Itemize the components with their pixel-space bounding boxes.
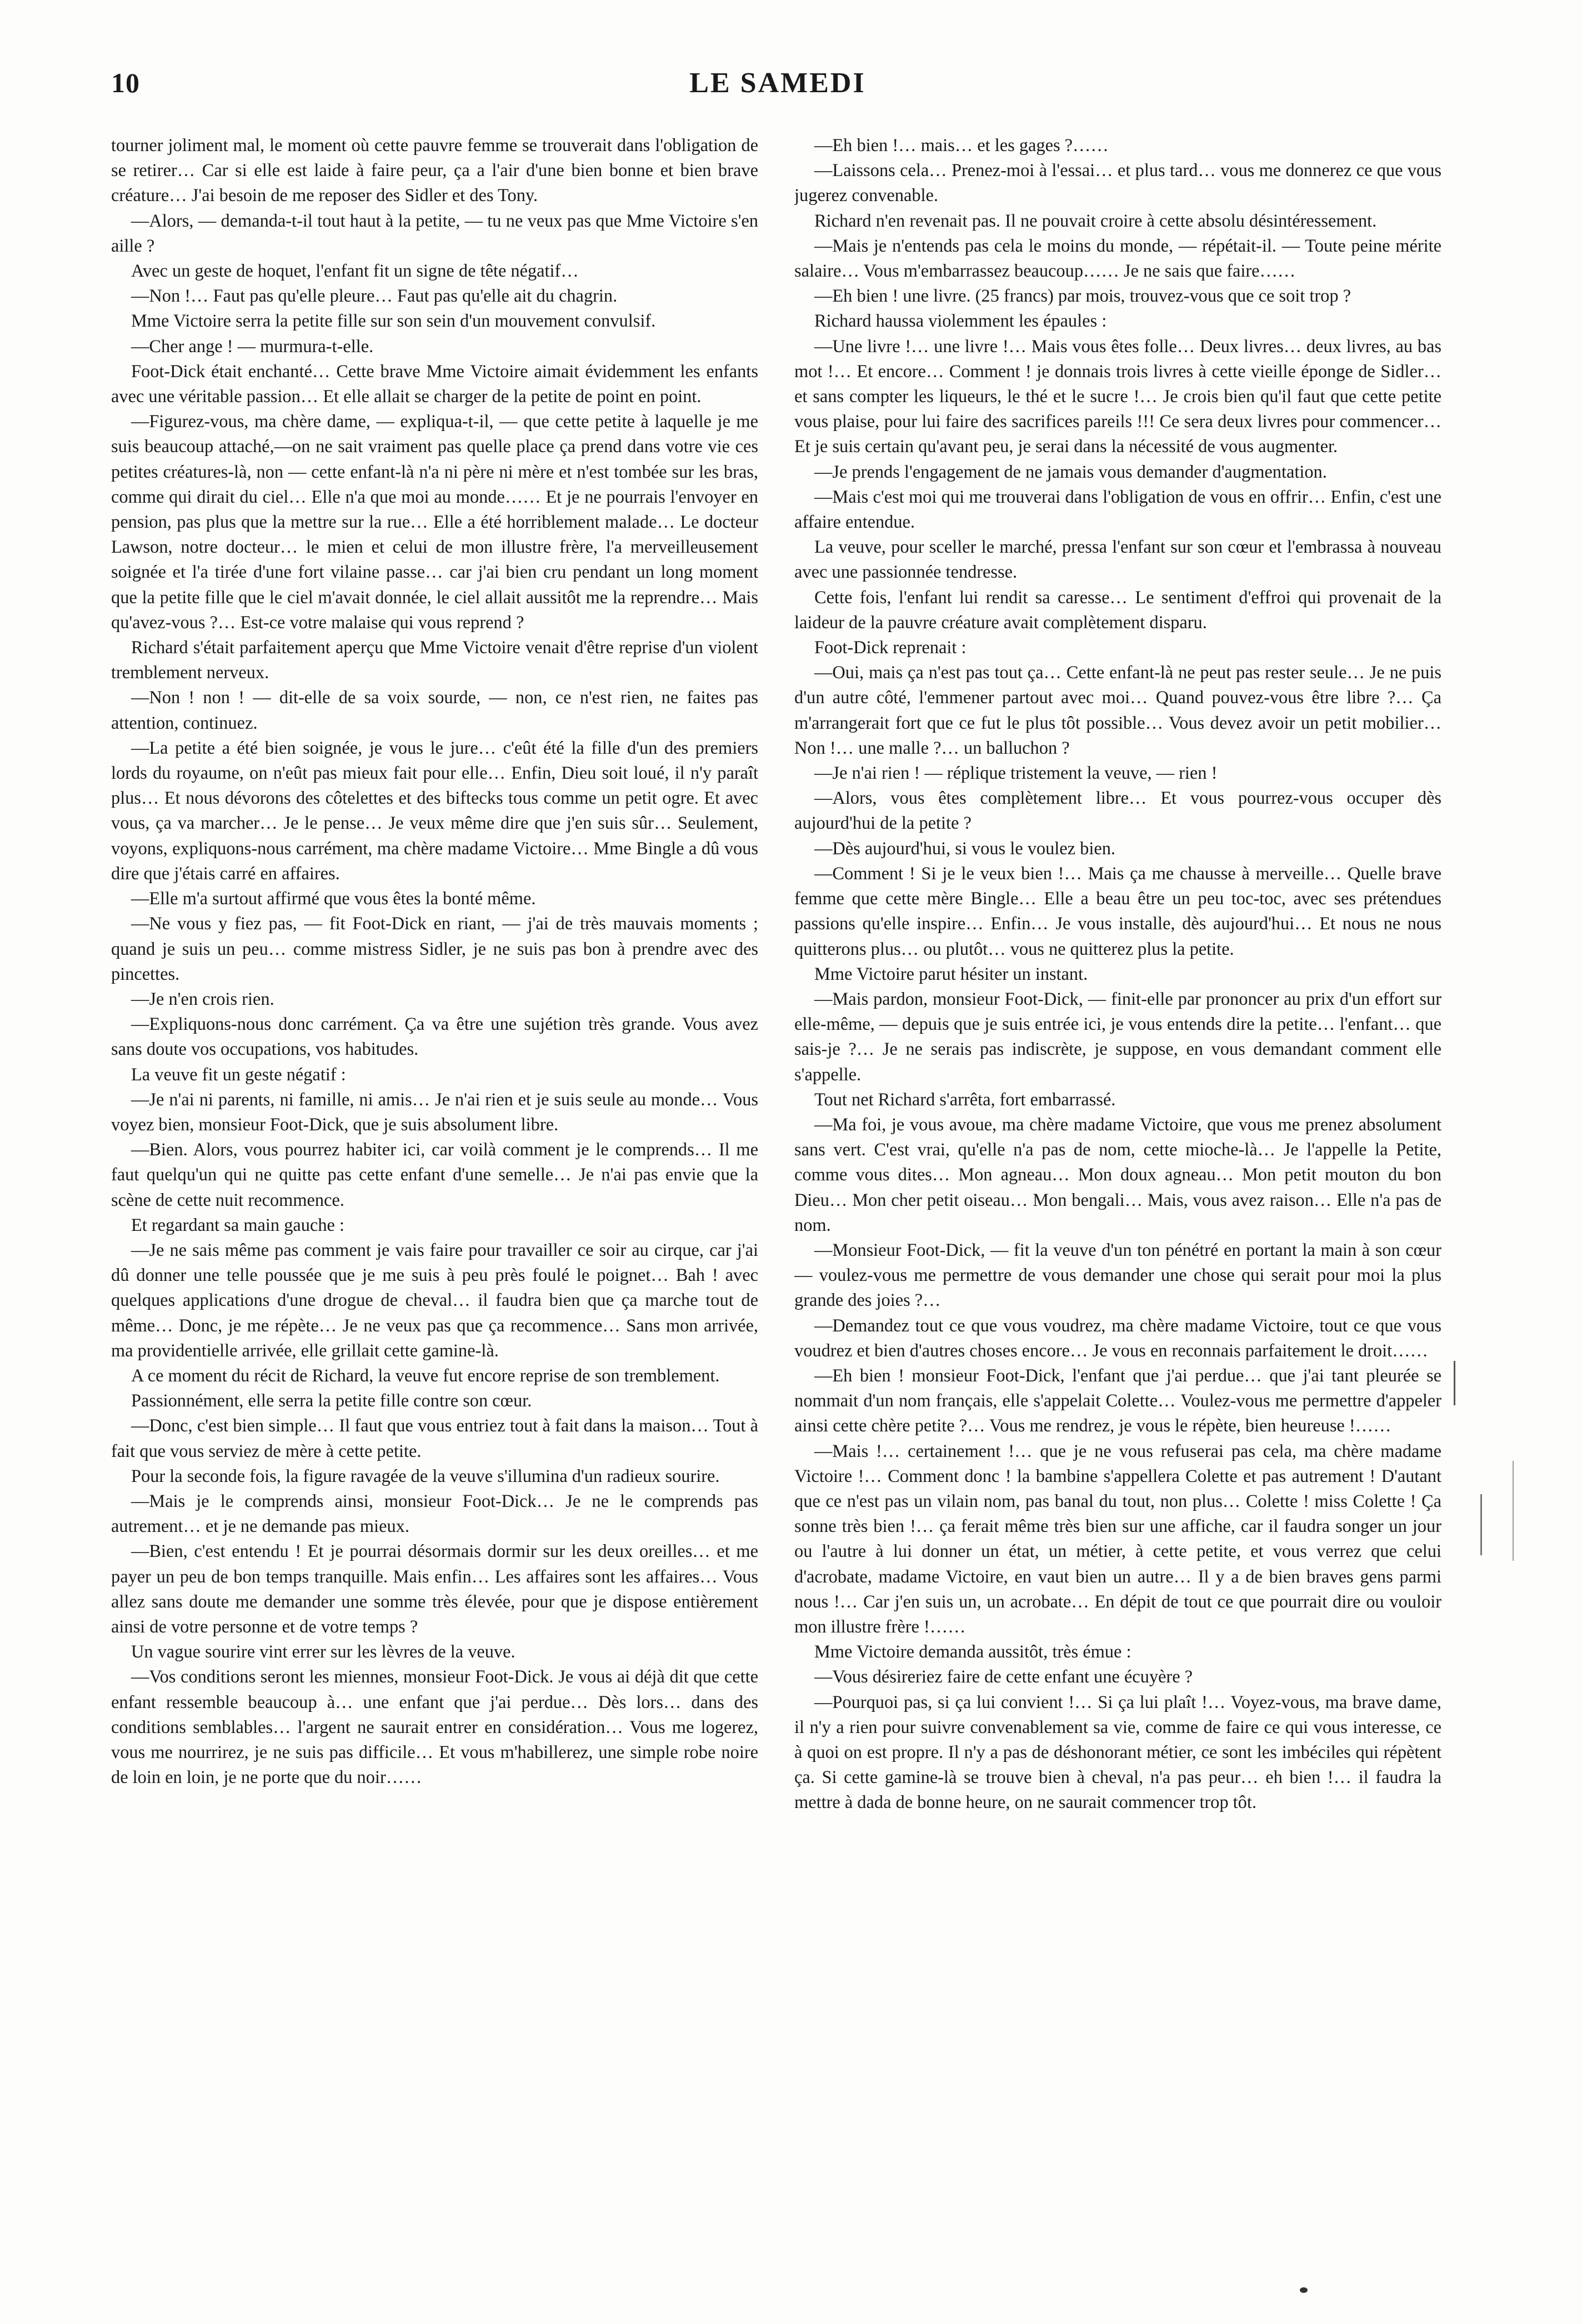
paragraph: —Bien. Alors, vous pourrez habiter ici, car voilà comment je le comprends… Il me faut quelqu'un qui ne quitte pas cette enfant d'une semelle… Je n'ai pas envie que la scène de cette nuit recommence. — [111, 1140, 758, 1210]
paragraph: —Ma foi, je vous avoue, ma chère madame Victoire, que vous me prenez absolument sans vert. C'est vrai, qu'elle n'a pas de nom, cette mioche-là… Je l'appelle la Petite, comme vous dites… Mon agneau… Mon doux agneau… Mon petit mouton du bon Dieu… Mon cher petit oiseau… Mon bengali… Mais, vous avez raison… Elle n'a pas de nom. — [794, 1114, 1441, 1235]
paragraph: —Laissons cela… Prenez-moi à l'essai… et plus tard… vous me donnerez ce que vous jugerez convenable. — [794, 161, 1441, 206]
paragraph: —Figurez-vous, ma chère dame, — expliqua-t-il, — que cette petite à laquelle je me suis beaucoup attaché,—on ne sait vraiment pas quelle place ça prend dans votre vie ces petites créatures-là, non — cette enfant-là n'a ni père ni mère et n'est tombée sur les bras, comme qui dirait du ciel… Elle n'a que moi au monde…… Et je ne pourrais l'envoyer en pension, pas plus que la mettre sur la rue… Elle a été horriblement malade… Le docteur Lawson, notre docteur… le mien et celui de mon illustre frère, l'a merveilleusement soignée et l'a tirée d'une fort vilaine passe… car j'ai bien cru pendant un long moment que la petite fille que le ciel m'avait donnée, le ciel allait aussitôt me la reprendre… Mais qu'avez-vous ?… Est-ce votre malaise qui vous reprend ? — [111, 412, 758, 633]
margin-annotation-marks — [1447, 1361, 1536, 1639]
paragraph: —La petite a été bien soignée, je vous le jure… c'eût été la fille d'un des premiers lords du royaume, on n'eût pas mieux fait pour elle… Enfin, Dieu soit loué, il n'y paraît plus… Et nous dévorons des côtelettes et des biftecks tous comme un petit ogre. Et avec vous, ça va marcher… Je le pense… Je veux même dire que j'en suis sûr… Seulement, voyons, expliquons-nous carrément, ma chère madame Victoire… Mme Bingle a dû vous dire que j'étais carré en affaires. — [111, 738, 758, 884]
paragraph: —Elle m'a surtout affirmé que vous êtes la bonté même. — [131, 889, 536, 909]
paragraph: —Comment ! Si je le veux bien !… Mais ça me chausse à merveille… Quelle brave femme que cette mère Bingle… Elle a beau être un peu toc-toc, avec ses prétendues passions qu'elle inspire… Enfin… Je vous installe, dès aujourd'hui… Et nous ne nous quitterons plus… ou plutôt… vous ne quitterez plus la petite. — [794, 863, 1441, 959]
paragraph: Mme Victoire parut hésiter un instant. — [814, 964, 1088, 984]
paragraph: —Eh bien !… mais… et les gages ?…… — [814, 136, 1109, 156]
paragraph: —Monsieur Foot-Dick, — fit la veuve d'un ton pénétré en portant la main à son cœur — voulez-vous me permettre de vous demander une chose qui serait pour moi la plus grande des joies ?… — [794, 1240, 1441, 1311]
paragraph: —Oui, mais ça n'est pas tout ça… Cette enfant-là ne peut pas rester seule… Je ne puis d'un autre côté, l'emmener partout avec moi… Quand pouvez-vous être libre ?… Ça m'arrangerait fort que ce fut le plus tôt possible… Vous devez avoir un petit mobilier… Non !… une malle ?… un balluchon ? — [794, 663, 1441, 758]
paragraph: —Alors, vous êtes complètement libre… Et vous pourrez-vous occuper dès aujourd'hui de la petite ? — [794, 788, 1441, 834]
paragraph: —Eh bien ! monsieur Foot-Dick, l'enfant que j'ai perdue… que j'ai tant pleurée se nommait d'un nom français, elle s'appelait Colette… Voulez-vous me permettre d'appeler ainsi cette chère petite ?… Vous me rendrez, je vous le répète, bien heureuse !…… — [794, 1365, 1441, 1436]
paragraph: Un vague sourire vint errer sur les lèvres de la veuve. — [131, 1642, 515, 1662]
paragraph: Richard n'en revenait pas. Il ne pouvait croire à cette absolu désintéressement. — [814, 211, 1377, 231]
paragraph: A ce moment du récit de Richard, la veuve fut encore reprise de son tremblement. — [131, 1365, 720, 1386]
paragraph: tourner joliment mal, le moment où cette pauvre femme se trouverait dans l'obligation de se retirer… Car si elle est laide à faire peur, ça a l'air d'une bien bonne et bien brave créature… J'ai besoin de me reposer des Sidler et des Tony. — [111, 136, 758, 206]
paragraph: —Je n'en crois rien. — [131, 989, 274, 1009]
paragraph: —Non !… Faut pas qu'elle pleure… Faut pas qu'elle ait du chagrin. — [131, 286, 618, 307]
paragraph: —Je n'ai rien ! — réplique tristement la veuve, — rien ! — [814, 763, 1218, 784]
paragraph: Cette fois, l'enfant lui rendit sa caresse… Le sentiment d'effroi qui provenait de la laideur de la pauvre créature avait complètement disparu. — [794, 587, 1441, 633]
paragraph: —Demandez tout ce que vous voudrez, ma chère madame Victoire, tout ce que vous voudrez et bien d'autres choses encore… Je vous en reconnais parfaitement le droit…… — [794, 1315, 1441, 1361]
paragraph: —Je prends l'engagement de ne jamais vous demander d'augmentation. — [814, 462, 1327, 482]
page-number: 10 — [111, 67, 140, 98]
ink-speck — [1300, 2287, 1308, 2293]
paragraph: —Mais c'est moi qui me trouverai dans l'obligation de vous en offrir… Enfin, c'est une affaire entendue. — [794, 487, 1441, 533]
paragraph: —Eh bien ! une livre. (25 francs) par mois, trouvez-vous que ce soit trop ? — [814, 286, 1351, 307]
paragraph: —Dès aujourd'hui, si vous le voulez bien. — [814, 838, 1115, 859]
paragraph: —Mais !… certainement !… que je ne vous refuserai pas cela, ma chère madame Victoire !… Comment donc ! la bambine s'appellera Colette et pas autrement ! D'autant que ce n'est pas un vilain nom, pas banal du tout, non plus… Colette ! miss Colette ! Ça sonne très bien !… ça ferait même très bien sur une affiche, car il faudra songer un jour ou l'autre à lui donner un état, un métier, à cette petite, et vous verrez que celui d'acrobate, madame Victoire, en vaut bien un autre… Il y a de bien braves gens parmi nous !… Car j'en suis un, un acrobate… En dépit de tout ce que pourrait dire ou vouloir mon illustre frère !…… — [794, 1441, 1441, 1637]
paragraph: —Non ! non ! — dit-elle de sa voix sourde, — non, ce n'est rien, ne faites pas attention, continuez. — [111, 688, 758, 733]
paragraph: —Mais je le comprends ainsi, monsieur Foot-Dick… Je ne le comprends pas autrement… et je ne demande pas mieux. — [111, 1491, 758, 1537]
paragraph: —Bien, c'est entendu ! Et je pourrai désormais dormir sur les deux oreilles… et me payer un peu de bon temps tranquille. Mais enfin… Les affaires sont les affaires… Vous allez sans doute me demander une somme très élevée, pour que je dispose entièrement ainsi de votre personne et de votre temps ? — [111, 1541, 758, 1637]
paragraph: Richard haussa violemment les épaules : — [814, 311, 1107, 332]
page-header — [111, 67, 1444, 117]
paragraph: Foot-Dick était enchanté… Cette brave Mme Victoire aimait évidemment les enfants avec une véritable passion… Et elle allait se charger de la petite de point en point. — [111, 361, 758, 407]
left-column — [111, 133, 758, 2261]
paragraph: Richard s'était parfaitement aperçu que Mme Victoire venait d'être reprise d'un violent tremblement nerveux. — [111, 638, 758, 683]
paragraph: —Vous désireriez faire de cette enfant une écuyère ? — [814, 1667, 1193, 1687]
paragraph: La veuve fit un geste négatif : — [131, 1064, 346, 1085]
paragraph: La veuve, pour sceller le marché, pressa l'enfant sur son cœur et l'embrassa à nouveau avec une passionnée tendresse. — [794, 537, 1441, 583]
journal-title: LE SAMEDI — [689, 67, 866, 99]
paragraph: —Je ne sais même pas comment je vais faire pour travailler ce soir au cirque, car j'ai dû donner une telle poussée que je me suis à peu près foulé le poignet… Bah ! avec quelques applications d'une drogue de cheval… il faudra bien que ça marche tout de même… Donc, je me répète… Je ne veux pas que ça recommence… Sans mon arrivée, ma providentielle arrivée, elle grillait cette gamine-là. — [111, 1240, 758, 1361]
paragraph: Mme Victoire serra la petite fille sur son sein d'un mouvement convulsif. — [131, 311, 656, 332]
paragraph: —Vos conditions seront les miennes, monsieur Foot-Dick. Je vous ai déjà dit que cette enfant ressemble beaucoup à… une enfant que j'ai perdue… Dès lors… dans des conditions semblables… l'argent ne saurait entrer en considération… Vous me logerez, vous me nourrirez, je ne suis pas difficile… Et vous m'habillerez, une simple robe noire de loin en loin, je ne porte que du noir…… — [111, 1667, 758, 1788]
paragraph: —Pourquoi pas, si ça lui convient !… Si ça lui plaît !… Voyez-vous, ma brave dame, il n'y a rien pour suivre convenablement sa vie, comme de faire ce qui vous interesse, ce à quoi on est propre. Il n'y a pas de déshonorant métier, ce sont les imbéciles qui répètent ça. Si cette gamine-là se trouve bien à cheval, n'a pas peur… eh bien !… il faudra la mettre à dada de bonne heure, on ne saurait commencer trop tôt. — [794, 1692, 1441, 1813]
paragraph: —Donc, c'est bien simple… Il faut que vous entriez tout à fait dans la maison… Tout à fait que vous serviez de mère à cette petite. — [111, 1416, 758, 1461]
paragraph: —Alors, — demanda-t-il tout haut à la petite, — tu ne veux pas que Mme Victoire s'en aille ? — [111, 211, 758, 256]
paragraph: Avec un geste de hoquet, l'enfant fit un signe de tête négatif… — [131, 261, 579, 282]
paragraph: Et regardant sa main gauche : — [131, 1215, 345, 1235]
paragraph: Pour la seconde fois, la figure ravagée de la veuve s'illumina d'un radieux sourire. — [131, 1466, 720, 1486]
paragraph: —Expliquons-nous donc carrément. Ça va être une sujétion très grande. Vous avez sans doute vos occupations, vos habitudes. — [111, 1014, 758, 1060]
paragraph: Passionnément, elle serra la petite fille contre son cœur. — [131, 1391, 532, 1411]
paragraph: —Une livre !… une livre !… Mais vous êtes folle… Deux livres… deux livres, au bas mot !… Et encore… Comment ! je donnais trois livres à cette vieille éponge de Sidler… et sans compter les liqueurs, le thé et le sucre !… Je crois bien qu'il faut que cette petite vous plaise, pour lui faire des sacrifices pareils !!! Ce sera deux livres pour commencer… Et je suis certain qu'avant peu, je serai dans la nécessité de vous augmenter. — [794, 336, 1441, 457]
paragraph: Mme Victoire demanda aussitôt, très émue : — [814, 1642, 1132, 1662]
paragraph: Tout net Richard s'arrêta, fort embarrassé. — [814, 1089, 1116, 1110]
paragraph: —Je n'ai ni parents, ni famille, ni amis… Je n'ai rien et je suis seule au monde… Vous voyez bien, monsieur Foot-Dick, que je suis absolument libre. — [111, 1089, 758, 1135]
paragraph: Foot-Dick reprenait : — [814, 638, 967, 658]
paragraph: —Ne vous y fiez pas, — fit Foot-Dick en riant, — j'ai de très mauvais moments ; quand je suis un peu… comme mistress Sidler, je ne suis pas bon à prendre avec des pincettes. — [111, 914, 758, 984]
right-column — [794, 133, 1441, 2261]
paragraph: —Cher ange ! — murmura-t-elle. — [131, 336, 374, 357]
paragraph: —Mais je n'entends pas cela le moins du monde, — répétait-il. — Toute peine mérite salaire… Vous m'embarrassez beaucoup…… Je ne sais que faire…… — [794, 236, 1441, 282]
paragraph: —Mais pardon, monsieur Foot-Dick, — finit-elle par prononcer au prix d'un effort sur elle-même, — depuis que je suis entrée ici, je vous entends dire la petite… l'enfant… que sais-je ?… Je ne serais pas indiscrète, je suppose, en vous demandant comment elle s'appelle. — [794, 989, 1441, 1085]
